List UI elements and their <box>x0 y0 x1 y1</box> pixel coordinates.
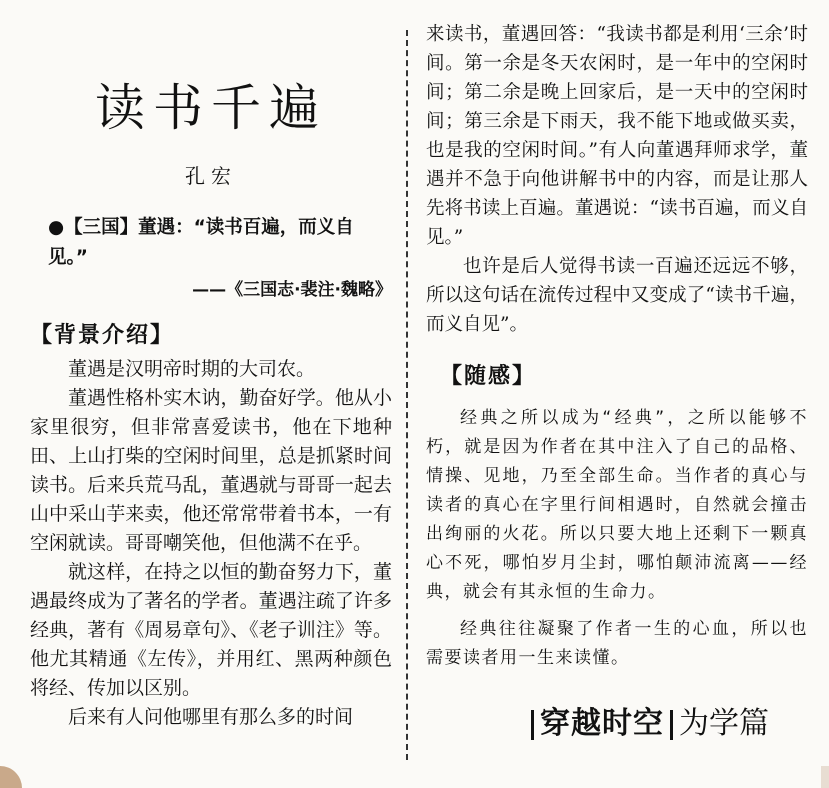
quote-text: ●【三国】董遇：“读书百遍，而义自见。” <box>48 217 354 268</box>
right-column <box>426 20 808 673</box>
background-paragraph: 董遇是汉明帝时期的大司农。 <box>68 358 316 380</box>
page-corner-decoration <box>0 766 22 788</box>
footer-bar <box>531 710 534 740</box>
quote-source: ——《三国志·裴注·魏略》 <box>192 280 392 300</box>
footer-bar <box>670 710 673 740</box>
article-title: 读书千遍 <box>95 79 327 137</box>
reflection-heading: 【随感】 <box>440 364 537 389</box>
background-paragraph: 就这样，在持之以恒的勤奋努力下，董遇最终成为了著名的学者。董遇注疏了许多经典，著有《周易章句》、《老子训注》等。他尤其精通《左传》，并用红、黑两种颜色将经、传加以区别。 <box>30 561 392 699</box>
column-divider <box>406 30 408 760</box>
footer-section-name: 为学篇 <box>679 706 769 741</box>
author-name: 孔宏 <box>185 164 237 188</box>
page-edge-decoration <box>821 766 829 788</box>
footer-series-name: 穿越时空 <box>540 706 664 741</box>
reflection-paragraph: 经典之所以成为“经典”，之所以能够不朽，就是因为作者在其中注入了自己的品格、情操、见地，乃至全部生命。当作者的真心与读者的真心在字里行间相遇时，自然就会撞击出绚丽的火花。所以只要大地上还剩下一颗真心不死，哪怕岁月尘封，哪怕颠沛流离——经典，就会有其永恒的生命力。 <box>426 408 808 602</box>
continuation-paragraph: 来读书，董遇回答：“我读书都是利用‘三余’时间。第一余是冬天农闲时，是一年中的空闲时间；第二余是晚上回家后，是一天中的空闲时间；第三余是下雨天，我不能下地或做买卖，也是我的空闲时间。”有人向董遇拜师求学，董遇并不急于向他讲解书中的内容，而是让那人先将书读上百遍。董遇说：“读书百遍，而义自见。” <box>426 24 808 248</box>
background-paragraph: 后来有人问他哪里有那么多的时间 <box>68 706 354 728</box>
continuation-paragraph: 也许是后人觉得书读一百遍还远远不够，所以这句话在流传过程中又变成了“读书千遍，而义自见”。 <box>426 256 808 335</box>
left-column <box>30 10 392 732</box>
background-heading: 【背景介绍】 <box>30 323 175 348</box>
column-footer <box>525 698 769 742</box>
reflection-paragraph: 经典往往凝聚了作者一生的心血，所以也需要读者用一生来读懂。 <box>426 619 808 668</box>
background-paragraph: 董遇性格朴实木讷，勤奋好学。他从小家里很穷，但非常喜爱读书，他在下地种田、上山打柴的空闲时间里，总是抓紧时间读书。后来兵荒马乱，董遇就与哥哥一起去山中采山芋来卖，他还常常带着书本，一有空闲就读。哥哥嘲笑他，但他满不在乎。 <box>30 387 392 554</box>
